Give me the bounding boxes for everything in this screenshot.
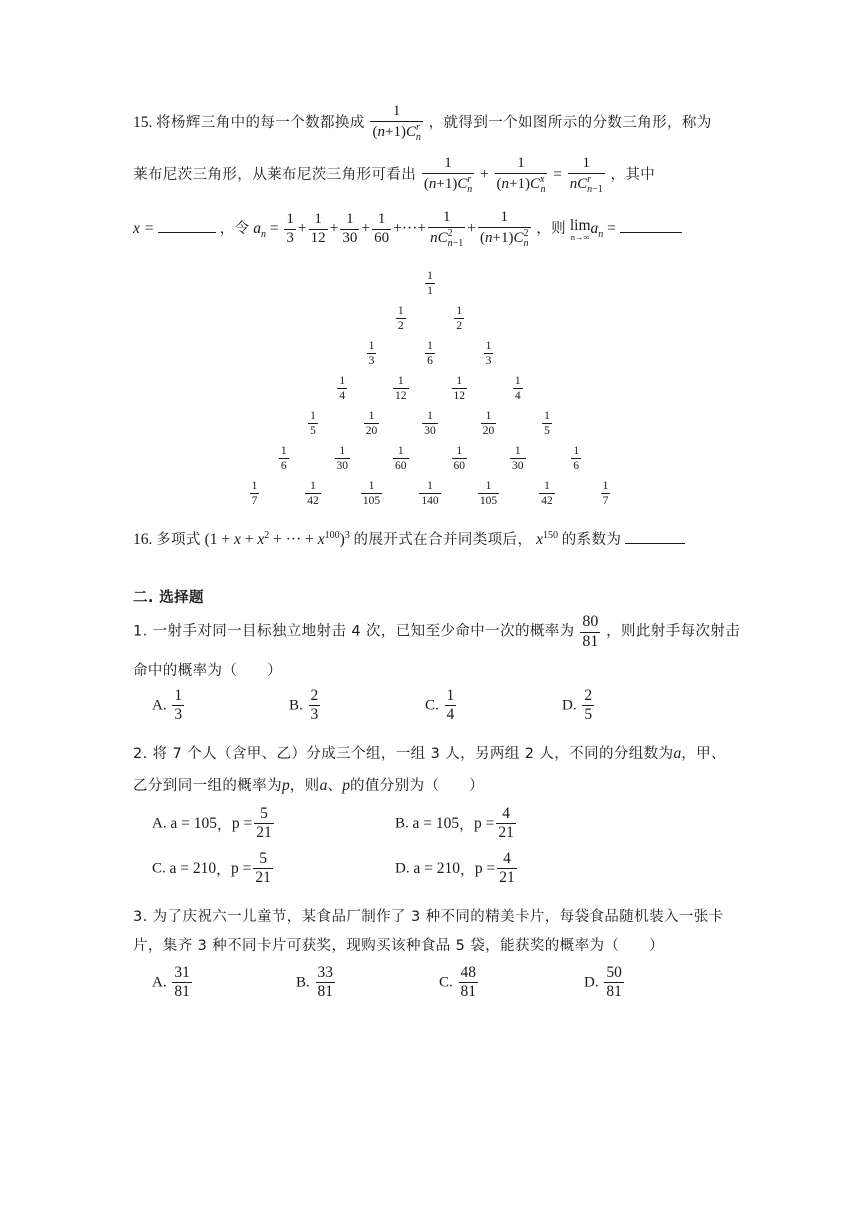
c2-line1 [133,742,726,763]
q15-text-1: 将杨辉三角中的每一个数都换成 [156,115,365,132]
triangle-cell [235,480,275,507]
fraction-denominator: 2 [456,320,463,333]
fraction-denominator: 105 [362,495,381,508]
q15-line2 [133,156,655,195]
fraction-numerator: 1 [514,375,521,387]
fraction [396,305,406,332]
option-c[interactable] [439,965,480,1001]
fraction-numerator: 1 [517,155,525,171]
triangle-cell [498,375,538,402]
triangle-cell [264,445,304,472]
fraction-numerator: 50 [606,964,622,981]
triangle-cell [439,375,479,402]
c2-var-a: a [673,745,682,762]
fraction-denominator: 5 [584,706,593,724]
fraction-denominator: 21 [255,869,271,887]
fraction-numerator: 1 [368,340,375,352]
fraction-numerator: 1 [456,445,463,457]
c1-line1 [133,614,740,651]
plus-sign: + [329,220,339,238]
fraction-numerator: 1 [427,270,433,282]
triangle-cell [410,410,450,437]
triangle-cell [556,445,596,472]
fraction-denominator: 81 [606,983,622,1001]
fraction-denominator: 21 [498,824,514,842]
q15-x-label: x = [133,220,155,238]
fraction-denominator: 12 [310,230,326,247]
fraction-denominator: 60 [453,460,465,473]
option-a[interactable] [152,688,186,724]
q16-text-1: 多项式 [156,532,201,548]
fraction-denominator: $(n+1)C^r_n$ [372,121,421,143]
q15-fraction-b [495,156,548,195]
triangle-cell [469,480,509,507]
triangle-cell [381,375,421,402]
c1-text-2: ，则此射手每次射击 [606,623,741,640]
option-label: B. [395,815,413,832]
fraction-denominator: 6 [573,460,580,473]
fraction [279,445,289,472]
fraction [305,480,321,507]
option-label: C. [425,697,443,714]
q16-polynomial: ($1 + x + x^2$ + ··· + $x^{100})^3$ [204,529,350,548]
fraction-numerator: 48 [460,964,477,981]
fraction [254,806,274,842]
fraction-numerator: 1 [456,375,463,387]
fraction-numerator: 1 [174,687,183,704]
q15-text-5: ，令 [219,221,250,238]
exponent-3: 3 [344,529,350,541]
fraction-denominator: 2 [397,320,404,333]
fraction-denominator: 60 [374,230,390,247]
option-separator: ， [459,817,475,834]
option-c[interactable] [152,851,275,887]
fraction-denominator: 81 [460,983,477,1001]
q15-text-6: ，则 [536,221,567,238]
fraction-denominator: 42 [307,495,319,508]
fraction [459,965,479,1001]
exponent-100: 100 [324,529,340,541]
fraction [309,212,328,247]
fraction-numerator: 1 [514,445,521,457]
fraction [393,375,409,402]
fraction-denominator: $nC^r_{n-1}$ [569,173,603,195]
fraction [284,212,296,247]
triangle-cell [527,480,567,507]
triangle-cell [381,445,421,472]
fraction-denominator: 30 [512,460,524,473]
fraction-numerator: 2 [584,687,593,704]
fraction-numerator: 1 [251,480,258,492]
fraction [539,480,555,507]
triangle-cell [410,480,450,507]
fraction-numerator: 1 [427,480,433,492]
fraction-numerator: 1 [427,410,433,422]
fraction-numerator: 1 [339,375,346,387]
fraction-denominator: 4 [514,390,521,403]
fraction [361,480,382,507]
fraction [497,851,517,887]
triangle-cell [352,480,392,507]
option-label: D. [584,974,603,991]
fraction [253,851,273,887]
fraction-numerator: 1 [392,103,401,119]
fraction-numerator: 1 [397,375,404,387]
c2-text-4: ，则 [289,778,320,794]
answer-blank-limit[interactable] [620,218,682,233]
c2-text-6: 的值分别为（ ） [349,778,485,794]
fraction-denominator: $(n+1)C^2_n$ [480,227,529,249]
fraction-denominator: 81 [582,632,599,650]
fraction-numerator: 5 [260,805,268,822]
fraction [428,210,465,249]
fraction-numerator: 31 [174,964,190,981]
limit-expression [570,218,591,242]
fraction-denominator: 12 [395,390,407,403]
q15-line3 [133,210,682,249]
c1-text-1: 1. 一射手对同一目标独立地射击 4 次，已知至少命中一次的概率为 [133,623,575,640]
fraction [367,340,377,367]
q15-number: 15. [133,114,153,132]
fraction-numerator: 1 [280,445,287,457]
fraction-denominator: 3 [368,355,375,368]
option-d[interactable] [395,851,519,887]
plus-sign: + [361,220,371,238]
fraction [335,445,351,472]
fraction-numerator: 1 [397,305,404,317]
triangle-cell [439,445,479,472]
fraction [425,340,435,367]
fraction [308,410,318,437]
equals-sign: = [553,166,562,184]
triangle-cell [586,480,626,507]
fraction-numerator: 1 [286,211,294,228]
fraction-numerator: 1 [544,480,550,492]
option-a[interactable] [152,806,276,842]
fraction-numerator: 1 [485,410,492,422]
fraction-numerator: 1 [427,340,433,352]
fraction-denominator: 4 [446,706,455,724]
fraction [340,212,359,247]
c2-line2 [133,774,484,795]
fraction-numerator: 1 [485,480,492,492]
fraction-denominator: 21 [256,824,272,842]
fraction-denominator: 81 [174,983,190,1001]
fraction-denominator: 1 [427,285,433,298]
fraction [452,375,468,402]
fraction-numerator: 1 [314,211,322,228]
q16-number: 16. [133,531,153,548]
fraction-denominator: 6 [280,460,287,473]
fraction-denominator: 60 [395,460,407,473]
option-b[interactable] [289,688,322,724]
fraction-denominator: 12 [453,390,465,403]
fraction-numerator: 2 [310,687,319,704]
q16-text-2: 的展开式在合并同类项后， [353,532,533,548]
fraction-numerator: 1 [310,410,316,422]
lim-subscript: n→∞ [570,232,590,243]
fraction-denominator: $(n+1)C^x_n$ [496,173,546,195]
fraction [510,445,526,472]
fraction-numerator: 1 [368,410,375,422]
fraction-numerator: 1 [442,209,451,225]
fraction-denominator: 30 [342,230,358,247]
triangle-cell [352,340,392,367]
fraction [513,375,523,402]
triangle-cell [410,270,450,297]
c2-text-1: 2. 将 7 个人（含甲、乙）分成三个组，一组 3 人，另两组 2 人，不同的分组数为 [133,746,674,762]
fraction [172,688,184,724]
fraction [571,445,581,472]
fraction-numerator: 1 [368,480,375,492]
option-label: D. [395,860,414,877]
fraction [419,480,440,507]
c1-line2: 命中的概率为（ ） [133,663,282,679]
fraction-numerator: 1 [573,445,580,457]
fraction-numerator: 5 [259,850,268,867]
option-separator: ， [216,862,232,879]
fraction-numerator: 1 [444,155,452,171]
option-label: A. [152,974,171,991]
fraction-numerator: 1 [346,211,354,228]
fraction [454,305,464,332]
q16-text-3: 的系数为 [561,532,622,548]
fraction-denominator: 3 [174,706,183,724]
option-label: C. [152,860,170,877]
triangle-cell [293,480,333,507]
fraction [478,210,530,249]
fraction [542,410,552,437]
fraction-denominator: 3 [286,230,294,247]
option-p-label: p = [474,859,496,877]
fraction-denominator: 20 [482,425,495,438]
option-label: C. [439,974,457,991]
fraction-numerator: 4 [502,805,511,822]
q15-text-3: 莱布尼茨三角形，从莱布尼茨三角形可看出 [133,167,417,184]
fraction-numerator: 1 [339,445,346,457]
fraction [372,212,391,247]
option-label: A. [152,815,171,832]
exponent-150: 150 [543,529,558,541]
option-a-value: a = 105 [412,814,460,832]
fraction [393,445,409,472]
fraction-numerator: 33 [317,964,334,981]
q15-sequence-formula: $a_n$ = [253,220,279,241]
fraction-numerator: 4 [503,850,511,867]
fraction-denominator: 81 [317,983,334,1001]
fraction [172,965,192,1001]
fraction-numerator: 1 [544,410,550,422]
fraction-numerator: 1 [446,687,455,704]
fraction [601,480,611,507]
fraction-numerator: 80 [582,613,599,630]
fraction-denominator: 6 [427,355,433,368]
fraction-denominator: $nC^2_{n-1}$ [430,227,464,249]
fraction [250,480,260,507]
option-label: B. [289,697,307,714]
fraction [337,375,347,402]
fraction-denominator: 140 [421,495,439,508]
fraction-denominator: $(n+1)C^r_n$ [423,173,473,195]
fraction [604,965,624,1001]
fraction [478,480,499,507]
c2-text-5: 、 [327,778,343,794]
c1-fraction [580,614,600,651]
q15-fraction-c [568,156,605,195]
fraction-numerator: 1 [310,480,316,492]
fraction-numerator: 1 [456,305,463,317]
c2-var-p: p [282,777,290,794]
option-separator: ， [459,862,475,879]
fraction-denominator: 20 [365,425,378,438]
q15-fraction-a [422,156,474,195]
fraction-denominator: 7 [602,495,609,508]
c3-line2: 片，集齐 3 种不同卡片可获奖，现购买该种食品 5 袋，能获奖的概率为（ ） [133,938,664,954]
option-c[interactable] [425,688,458,724]
option-b[interactable] [296,965,337,1001]
c3-line1: 3. 为了庆祝六一儿童节，某食品厂制作了 3 种不同的精美卡片，每袋食品随机装入一张卡 [133,909,724,925]
q15-text-2: ，就得到一个如图所示的分数三角形，称为 [428,115,712,132]
fraction-denominator: 30 [336,460,348,473]
c2-var-p2: p [342,777,350,794]
fraction-numerator: 1 [602,480,609,492]
fraction [425,270,435,297]
c2-text-3: 乙分到同一组的概率为 [133,778,282,794]
option-b[interactable] [395,806,518,842]
fraction [481,410,497,437]
fraction [316,965,336,1001]
fraction-numerator: 1 [500,209,509,225]
option-a[interactable] [152,965,194,1001]
fraction [309,688,321,724]
q15-line1 [133,104,712,143]
fraction [364,410,380,437]
triangle-cell [498,445,538,472]
option-p-label: p = [231,859,252,877]
option-a-value: a = 105 [170,814,217,832]
fraction-denominator: 7 [251,495,258,508]
q15-fraction-main [370,104,422,143]
option-a-value: a = 210 [413,859,460,877]
fraction [582,688,594,724]
option-p-label: p = [474,814,495,832]
fraction-denominator: 3 [310,706,319,724]
fraction-denominator: 21 [499,869,515,887]
triangle-cell [469,340,509,367]
fraction-numerator: 1 [485,340,492,352]
option-separator: ， [216,817,232,834]
answer-blank-q16[interactable] [625,529,685,544]
option-p-label: p = [231,814,253,832]
fraction-denominator: 5 [544,425,550,438]
triangle-cell [439,305,479,332]
option-label: B. [296,974,314,991]
c2-var-a2: a [319,777,328,794]
triangle-cell [410,340,450,367]
answer-blank-x[interactable] [158,218,216,233]
fraction-denominator: 5 [310,425,316,438]
fraction-denominator: 30 [424,425,436,438]
q16-x150: $x^{150}$ [536,529,558,548]
triangle-cell [469,410,509,437]
option-a-value: a = 210 [169,859,217,877]
fraction-denominator: 4 [339,390,346,403]
fraction-denominator: 105 [479,495,498,508]
fraction-numerator: 1 [582,155,590,171]
q16-line [133,528,685,549]
fraction [445,688,457,724]
triangle-cell [352,410,392,437]
plus-sign: + [297,220,307,238]
option-label: D. [562,697,581,714]
option-d[interactable] [562,688,596,724]
triangle-cell [381,305,421,332]
triangle-cell [527,410,567,437]
section-heading: 二. 选择题 [133,590,204,606]
q15-text-4: ，其中 [610,167,656,184]
fraction-numerator: 1 [377,211,386,228]
fraction-numerator: 1 [397,445,404,457]
fraction [452,445,468,472]
triangle-cell [322,375,362,402]
fraction-denominator: 3 [485,355,492,368]
limit-target: $a_n$ = [590,220,616,241]
lim-word: lim [569,216,591,234]
option-d[interactable] [584,965,626,1001]
fraction-denominator: 42 [541,495,553,508]
c2-text-2: ，甲、 [681,746,726,762]
triangle-cell [322,445,362,472]
plus-sign: + [480,166,489,184]
ellipsis: +···+ [393,220,427,238]
fraction [484,340,494,367]
option-label: A. [152,697,171,714]
fraction [422,410,438,437]
triangle-cell [293,410,333,437]
plus-sign: + [467,220,477,238]
fraction [496,806,516,842]
